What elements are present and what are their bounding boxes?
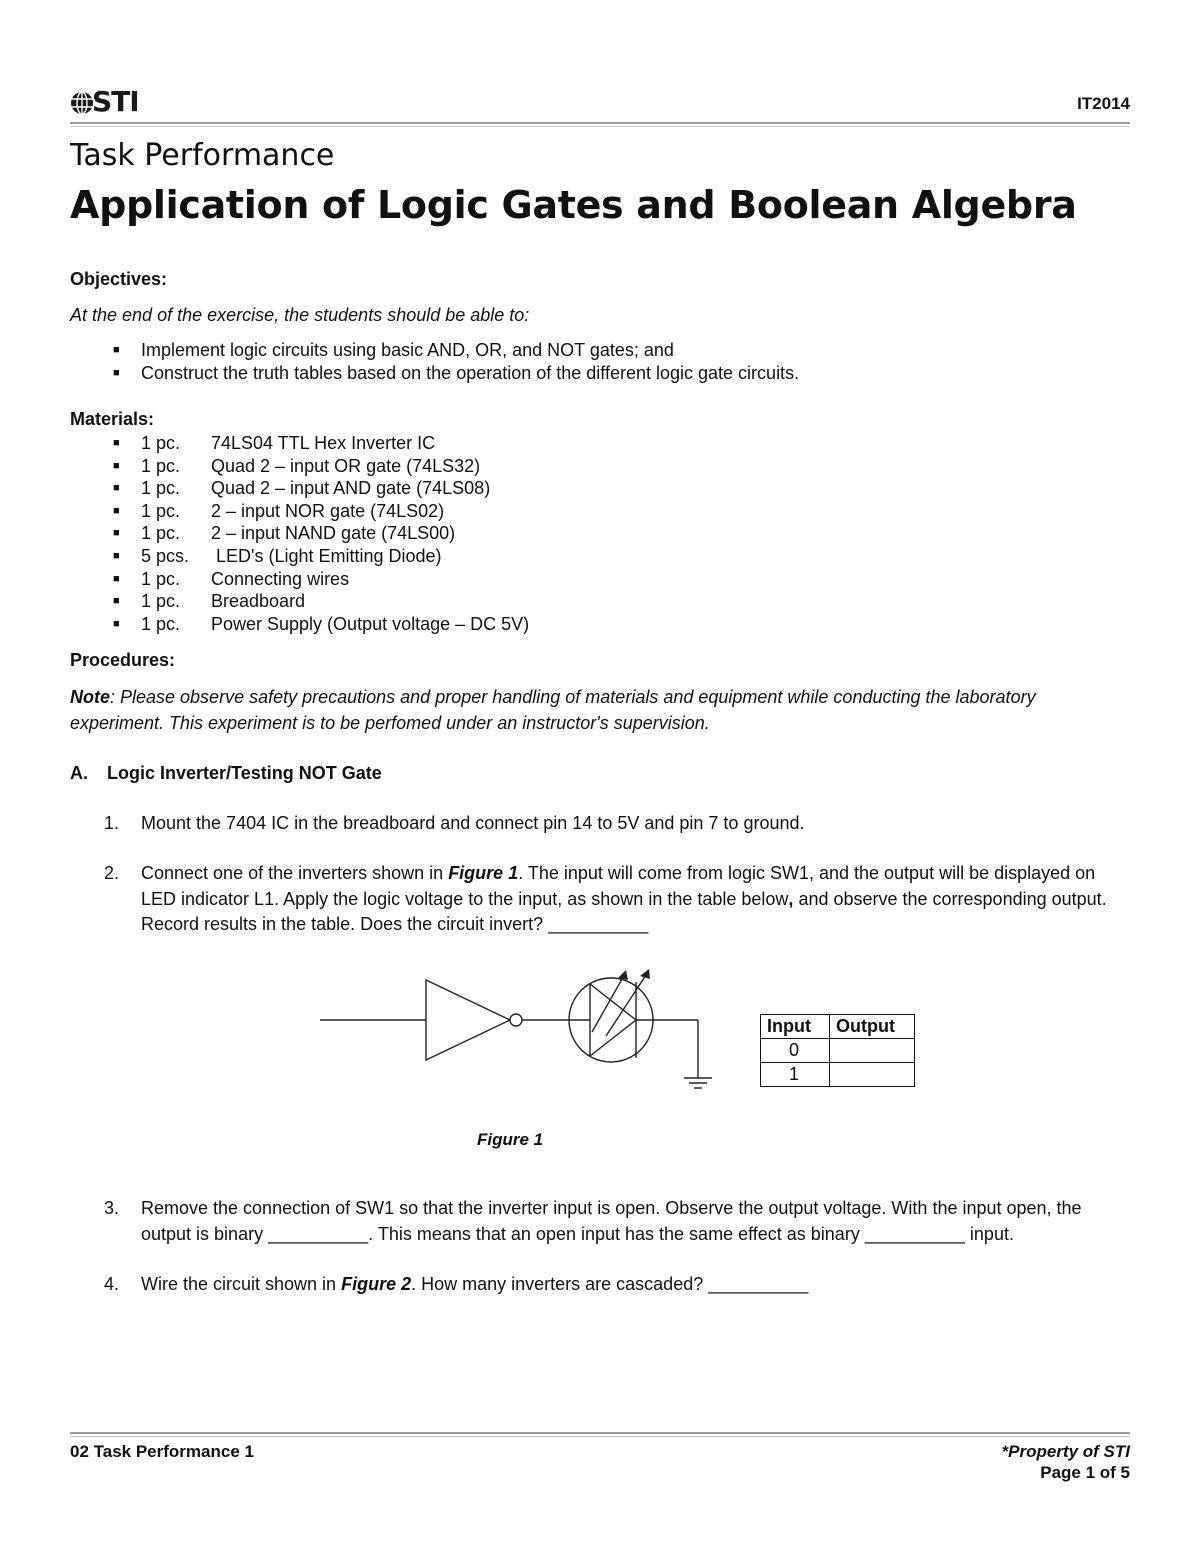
bullet-icon: ■ [113,550,120,562]
material-qty: 1 pc. [141,501,181,521]
step-text-part: Wire the circuit shown in [141,1274,342,1294]
bullet-icon: ■ [113,505,120,517]
step-text-part: . How many inverters are cascaded? __________ [411,1274,809,1294]
step-number: 2. [104,863,120,883]
material-qty: 5 pcs. [141,546,190,566]
material-desc: Breadboard [211,591,306,611]
step-text [141,1272,1131,1298]
footer-divider [70,1432,1130,1434]
truth-table-cell: 0 [761,1039,830,1063]
footer-doc-title: 02 Task Performance 1 [70,1442,254,1461]
step-text: Mount the 7404 IC in the breadboard and connect pin 14 to 5V and pin 7 to ground. [141,813,805,833]
footer-divider-thin [70,1436,1130,1437]
section-a-letter: A. [70,763,88,783]
bullet-icon: ■ [113,527,120,539]
procedures-heading: Procedures: [70,650,176,670]
step-text-part: , [788,888,794,909]
truth-table-header: Output [830,1015,915,1039]
truth-table-cell[interactable] [830,1063,915,1087]
bullet-icon: ■ [113,344,120,356]
inverter-gate-icon [426,980,510,1060]
material-desc: 2 – input NAND gate (74LS00) [211,523,456,543]
bullet-icon: ■ [113,482,120,494]
material-qty: 1 pc. [141,523,181,543]
material-desc: Quad 2 – input AND gate (74LS08) [211,478,491,498]
figure-ref: Figure 2 [341,1274,412,1294]
header-divider [70,122,1130,124]
objective-item: Construct the truth tables based on the operation of the different logic gate circuits. [141,363,800,383]
bullet-icon: ■ [113,595,120,607]
inverter-bubble [510,1014,522,1026]
material-desc: Power Supply (Output voltage – DC 5V) [211,614,530,634]
bullet-icon: ■ [113,367,120,379]
material-qty: 1 pc. [141,478,181,498]
sti-logo [70,86,140,118]
note-text: : Please observe safety precautions and proper handling of materials and equipment while conducting the laboratory experiment. This experiment is to be perfomed under an instructor's supervision. [70,687,1036,733]
objective-item: Implement logic circuits using basic AND, OR, and NOT gates; and [141,340,674,360]
step-text-part: . The input will come from logic SW1, and the output will be displayed on LED indicator L1. Apply the logic voltage to the input, as shown in the table below [141,863,1096,909]
course-code: IT2014 [1077,94,1130,113]
step-text-part: Connect one of the inverters shown in [141,863,449,883]
header-divider-thin [70,126,1130,127]
figure-ref: Figure 1 [448,863,519,883]
safety-note [70,685,1132,736]
footer-property: *Property of STI [1001,1442,1130,1461]
page-number: Page 1 of 5 [1040,1463,1130,1482]
page-title: Application of Logic Gates and Boolean Algebra [70,183,1077,227]
material-qty: 1 pc. [141,456,181,476]
step-number: 4. [104,1274,120,1294]
material-qty: 1 pc. [141,569,181,589]
material-desc: 74LS04 TTL Hex Inverter IC [211,433,436,453]
materials-heading: Materials: [70,409,155,429]
section-a-title: Logic Inverter/Testing NOT Gate [107,763,382,783]
truth-table-header: Input [761,1015,830,1039]
bullet-icon: ■ [113,437,120,449]
step-text [141,861,1131,938]
step-text: Remove the connection of SW1 so that the inverter input is open. Observe the output voltage. With the input open, the output is binary __________. This means that an open input has the same effect as binary __________ input. [141,1198,1082,1244]
material-desc: Quad 2 – input OR gate (74LS32) [211,456,481,476]
figure-caption: Figure 1 [477,1130,544,1149]
objectives-heading: Objectives: [70,269,168,289]
objectives-intro: At the end of the exercise, the students should be able to: [70,305,530,325]
truth-table-cell: 1 [761,1063,830,1087]
step-number: 3. [104,1198,120,1218]
step-text-part: and observe the corresponding output. Record results in the table. Does the circuit invert? __________ [141,888,1107,934]
truth-table [760,1014,915,1087]
material-desc: 2 – input NOR gate (74LS02) [211,501,445,521]
truth-table-cell[interactable] [830,1039,915,1063]
inverter-circuit-diagram [300,960,740,1100]
material-qty: 1 pc. [141,433,181,453]
material-desc: Connecting wires [211,569,350,589]
step-number: 1. [104,813,120,833]
bullet-icon: ■ [113,618,120,630]
material-qty: 1 pc. [141,591,181,611]
bullet-icon: ■ [113,460,120,472]
bullet-icon: ■ [113,573,120,585]
page-subtitle: Task Performance [70,138,335,173]
material-qty: 1 pc. [141,614,181,634]
material-desc: LED's (Light Emitting Diode) [216,546,442,566]
note-label: Note [70,687,110,707]
logo-text: STI [92,85,139,118]
